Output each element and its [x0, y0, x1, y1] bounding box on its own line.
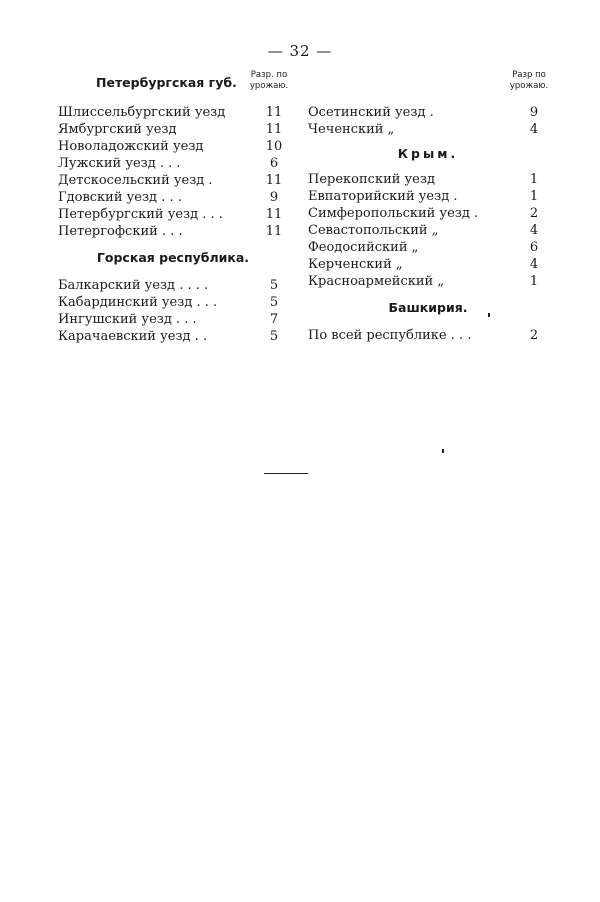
district-name: Новоладожский уезд: [58, 139, 204, 154]
district-name: Перекопский уезд: [308, 172, 435, 187]
column-header-left: Разр. по урожаю.: [249, 70, 289, 91]
district-name: Ингушский уезд . . .: [58, 312, 197, 327]
district-name: Евпаторийский уезд .: [308, 189, 458, 204]
table-row: [58, 294, 288, 311]
harvest-rank: 5: [269, 329, 279, 344]
harvest-rank: 2: [529, 206, 539, 221]
table-row: [308, 205, 548, 222]
table-row: [308, 239, 548, 256]
district-name: Севастопольский „: [308, 223, 439, 238]
district-name: Симферопольский уезд .: [308, 206, 479, 221]
harvest-rank: 6: [529, 240, 539, 255]
mountain-list: [58, 277, 288, 345]
harvest-rank: 1: [529, 274, 539, 289]
harvest-rank: 11: [265, 173, 283, 188]
district-name: Петербургский уезд . . .: [58, 207, 223, 222]
section-title-petersburg: Петербургская губ.: [96, 75, 237, 90]
table-row: [308, 273, 548, 290]
harvest-rank: 9: [529, 105, 539, 120]
table-row: [58, 223, 288, 240]
district-name: Гдовский уезд . . .: [58, 190, 182, 205]
table-row: [58, 121, 288, 138]
table-row: [308, 188, 548, 205]
district-name: Шлиссельбургский уезд: [58, 105, 226, 120]
district-name: Ямбургский уезд: [58, 122, 177, 137]
harvest-rank: 4: [529, 223, 539, 238]
district-name: Керченский „: [308, 257, 403, 272]
harvest-rank: 4: [529, 257, 539, 272]
district-name: Осетинский уезд .: [308, 105, 434, 120]
district-name: Феодосийский „: [308, 240, 419, 255]
crimea-list: [308, 171, 548, 290]
section-title-bashkiria: Башкирия.: [388, 300, 468, 315]
harvest-rank: 9: [269, 190, 279, 205]
district-name: Карачаевский уезд . .: [58, 329, 208, 344]
harvest-rank: 10: [265, 139, 283, 154]
district-name: Петергофский . . .: [58, 224, 183, 239]
table-row: [308, 104, 548, 121]
table-row: [58, 277, 288, 294]
ink-speck: [488, 313, 490, 317]
harvest-rank: 11: [265, 105, 283, 120]
right-header: [308, 70, 548, 104]
harvest-rank: 11: [265, 224, 283, 239]
harvest-rank: 5: [269, 278, 279, 293]
table-row: [58, 155, 288, 172]
harvest-rank: 11: [265, 122, 283, 137]
table-row: [58, 104, 288, 121]
column-header-right: Разр по урожаю.: [509, 70, 549, 91]
table-row: [58, 138, 288, 155]
table-row: [308, 327, 548, 344]
ink-speck: [442, 449, 444, 453]
table-row: [308, 121, 548, 138]
left-column: [58, 70, 288, 345]
table-row: [58, 328, 288, 345]
harvest-rank: 7: [269, 312, 279, 327]
district-name: Детскосельский уезд .: [58, 173, 213, 188]
district-name: Лужский уезд . . .: [58, 156, 181, 171]
district-name: Красноармейский „: [308, 274, 445, 289]
harvest-rank: 2: [529, 328, 539, 343]
bashkiria-list: [308, 327, 548, 344]
section-title-crimea: Крым.: [397, 146, 459, 161]
harvest-rank: 1: [529, 189, 539, 204]
right-column: [308, 70, 548, 344]
table-row: [58, 206, 288, 223]
section-title-mountain: Горская республика.: [96, 250, 250, 265]
petersburg-list: [58, 104, 288, 240]
table-row: [58, 189, 288, 206]
harvest-rank: 6: [269, 156, 279, 171]
district-name: По всей республике . . .: [308, 328, 472, 343]
table-row: [308, 171, 548, 188]
district-name: Кабардинский уезд . . .: [58, 295, 218, 310]
table-row: [58, 172, 288, 189]
caucasus-list: [308, 104, 548, 138]
harvest-rank: 1: [529, 172, 539, 187]
page-number: — 32 —: [267, 42, 333, 60]
table-row: [308, 222, 548, 239]
table-row: [58, 311, 288, 328]
harvest-rank: 4: [529, 122, 539, 137]
district-name: Чеченский „: [308, 122, 395, 137]
harvest-rank: 5: [269, 295, 279, 310]
closing-rule: [264, 473, 308, 474]
table-row: [308, 256, 548, 273]
harvest-rank: 11: [265, 207, 283, 222]
petersburg-header: [58, 70, 288, 104]
district-name: Балкарский уезд . . . .: [58, 278, 209, 293]
